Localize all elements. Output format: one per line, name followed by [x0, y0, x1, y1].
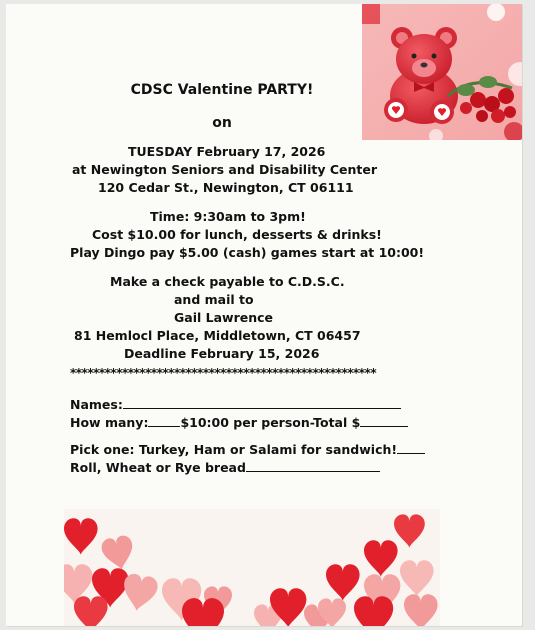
- price-text: $10:00 per person-Total $: [180, 415, 361, 430]
- bread-row: [70, 459, 380, 475]
- howmany-label: How many:: [70, 415, 149, 430]
- separator-stars: *****************************************************: [70, 366, 377, 380]
- hearts-illustration: [64, 509, 440, 626]
- bread-field[interactable]: [246, 459, 380, 472]
- flyer-page: [6, 4, 522, 626]
- sandwich-row: [70, 441, 425, 457]
- event-date: TUESDAY February 17, 2026: [128, 144, 326, 159]
- hearts-border-image: [64, 509, 440, 626]
- howmany-row: [70, 414, 408, 430]
- event-venue: at Newington Seniors and Disability Center: [72, 162, 378, 177]
- deadline: Deadline February 15, 2026: [124, 346, 320, 361]
- flyer-title: CDSC Valentine PARTY!: [130, 82, 314, 98]
- event-address: 120 Cedar St., Newington, CT 06111: [98, 180, 354, 195]
- recipient-name: Gail Lawrence: [174, 310, 273, 325]
- bread-label: Roll, Wheat or Rye bread: [70, 460, 246, 475]
- mail-to: and mail to: [174, 292, 254, 307]
- total-field[interactable]: [360, 414, 408, 427]
- names-label: Names:: [70, 397, 123, 412]
- on-label: on: [212, 115, 232, 131]
- mail-address: 81 Hemlocl Place, Middletown, CT 06457: [74, 328, 361, 343]
- howmany-field[interactable]: [148, 414, 180, 427]
- names-field[interactable]: [123, 396, 401, 409]
- dingo-info: Play Dingo pay $5.00 (cash) games start at 10:00!: [70, 245, 425, 260]
- event-time: Time: 9:30am to 3pm!: [150, 209, 306, 224]
- sandwich-label: Pick one: Turkey, Ham or Salami for sandwich!: [70, 442, 398, 457]
- check-payable: Make a check payable to C.D.S.C.: [110, 274, 345, 289]
- names-row: [70, 396, 401, 412]
- sandwich-field[interactable]: [397, 441, 425, 454]
- event-cost: Cost $10.00 for lunch, desserts & drinks!: [92, 227, 382, 242]
